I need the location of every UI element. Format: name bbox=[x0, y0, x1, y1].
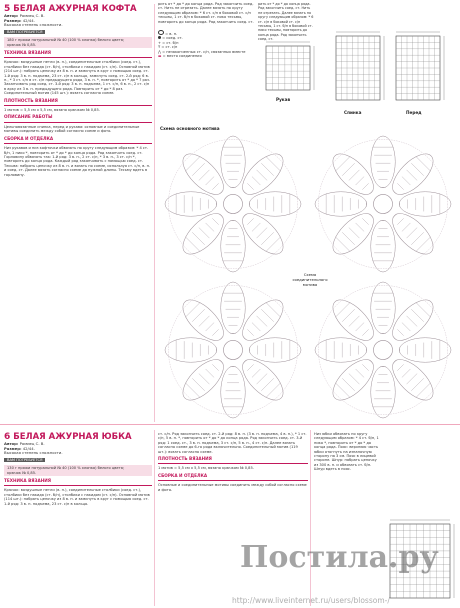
motif-center bbox=[373, 194, 392, 213]
motif-stitch bbox=[247, 364, 253, 370]
motif-stitch bbox=[407, 374, 418, 385]
bottom-tech-title: ТЕХНИКА ВЯЗАНИЯ bbox=[4, 478, 51, 483]
bottom-tech-text: Крючок: воздушные петли (в. п.), соединительные столбики (соед. ст.), столбики без накида (ст. б/н), столбики с накидом (ст. с/н). Основной мотив (114 шт.): набрать цепочку из 8 в. п. и замкнуть в круг с помощью соед. ст. 1-й ряд: 3 в. п. подъема, 23 ст. с/н в кольцо. bbox=[4, 488, 150, 506]
motif-stitch bbox=[199, 170, 210, 181]
motif-stitch bbox=[212, 364, 218, 370]
motif-stitch bbox=[356, 223, 364, 231]
motif-stitch bbox=[266, 156, 281, 171]
motif-stitch bbox=[349, 374, 360, 385]
motif-stitch bbox=[243, 336, 247, 340]
motif-stitch bbox=[342, 378, 355, 391]
motif-petal bbox=[221, 136, 245, 188]
motif-outline bbox=[168, 139, 297, 268]
motif-stitch bbox=[335, 383, 350, 398]
motif-petal bbox=[249, 338, 301, 362]
motif-stitch bbox=[266, 237, 281, 252]
top-need-label: ВАМ ПОТРЕБУЕТСЯ bbox=[4, 30, 45, 34]
motif-petal bbox=[315, 192, 367, 216]
motif-petal bbox=[371, 220, 395, 272]
motif-stitch bbox=[206, 369, 214, 377]
back-label: Спинка bbox=[344, 110, 362, 115]
motif-stitch bbox=[342, 232, 355, 245]
motif-stitch bbox=[199, 374, 210, 385]
motif-stitch bbox=[369, 190, 373, 194]
motif-stitch bbox=[247, 329, 253, 335]
column-divider bbox=[310, 430, 311, 606]
motif-stitch bbox=[192, 378, 205, 391]
back-pattern bbox=[332, 28, 388, 106]
motif-stitch bbox=[219, 190, 223, 194]
motif-stitch bbox=[397, 218, 403, 224]
motif-petal bbox=[221, 366, 245, 418]
motif-stitch bbox=[342, 163, 355, 176]
motif-stitch bbox=[362, 329, 368, 335]
top-desc-title: ОПИСАНИЕ РАБОТЫ bbox=[4, 114, 53, 120]
motif-petal bbox=[165, 192, 217, 216]
motif-stitch bbox=[192, 163, 205, 176]
front-label: Перед bbox=[406, 110, 422, 115]
motif-stitch bbox=[199, 228, 210, 239]
bottom-middle-column bbox=[158, 432, 308, 606]
top-assembly-text: Низ рукавов и низ кофточки обвязать по кругу следующим образом: * 4 ст. б/н, 1 пико *, повторить от * до * до конца ряда. Ряд закончить соед. ст. Горловину обвязать так: 1-й ряд: 3 в. п., 2 ст. с/н, * 3 в. п., 3 ст. с/н *, повторить до конца ряда. Каждый ряд заканчивать с помощью соед. ст. Тесьма: набрать цепочку из 8 в. п. и вязать по схеме, используя ст. с/н, в. п. и соед. ст. Далее вязать согласно схеме до нужной длины. Тесьму вдеть в горловину. bbox=[4, 146, 151, 177]
bottom-density-text: 1 мотив = 5,5 см x 5,5 см, вязано крючком № 0,85. bbox=[158, 466, 254, 471]
top-left-column bbox=[4, 4, 152, 424]
motif-stitch bbox=[257, 228, 268, 239]
motif-stitch bbox=[212, 183, 218, 189]
connector-label: Схема соединительного мотива bbox=[292, 272, 328, 287]
motif-stitch bbox=[402, 177, 410, 185]
motif-outline bbox=[318, 139, 447, 268]
bottom-col3-text: Низ юбки обвязать по кругу следующим образом: * 4 ст. б/н, 1 пико *, повторить от * до * до конца ряда. Пояс: верхнюю часть юбки отогнуть на изнаночную сторону на 3 см. Пояс в лицевой стороне. Шнур: набрать цепочку из 300 в. п. и обвязать ст. б/н. Шнур вдеть в пояс. bbox=[314, 432, 379, 472]
sleeve-pattern bbox=[262, 38, 318, 98]
bottom-assembly-text: Основные и соединительные мотивы соединить между собой согласно схеме и фото. bbox=[158, 483, 307, 492]
motif-diagram-caption: Схема основного мотива bbox=[160, 126, 220, 131]
middle-text: рить от * до * до конца ряда. Ряд закончить соед. ст. Нить не отрезать. Далее вязать по кругу следующим образом: * 6 ст. с/н в боковой ст. с/н тесьмы, 1 ст. б/н в боковой ст. пико тесьмы, повторить до конца ряда. Ряд закончить соед. ст. bbox=[158, 2, 254, 24]
motif-stitch bbox=[342, 309, 355, 322]
motif-petal bbox=[165, 338, 217, 362]
motif-petal bbox=[249, 192, 301, 216]
motif-stitch bbox=[192, 309, 205, 322]
motif-stitch bbox=[219, 214, 223, 218]
motif-stitch bbox=[335, 156, 350, 171]
motif-petal bbox=[221, 282, 245, 334]
sleeve-label: Рукав bbox=[276, 97, 291, 102]
motif-stitch bbox=[369, 360, 373, 364]
top-meta: Автор: Ромиец С. В. Размер: 42/44. Высокая степень сложности. bbox=[4, 13, 63, 28]
bottom-density-title: ПЛОТНОСТЬ ВЯЗАНИЯ bbox=[158, 456, 212, 462]
motif-stitch bbox=[252, 177, 260, 185]
motif-stitch bbox=[349, 228, 360, 239]
legend-item: ⋀ = незаконченных ст. с/н, связанных вместе bbox=[158, 49, 246, 54]
section-divider bbox=[0, 424, 460, 425]
motif-stitch bbox=[411, 309, 424, 322]
motif-center bbox=[223, 340, 242, 359]
motif-stitch bbox=[266, 383, 281, 398]
motif-stitch bbox=[369, 336, 373, 340]
motif-stitch bbox=[362, 183, 368, 189]
motif-stitch bbox=[185, 156, 200, 171]
motif-stitch bbox=[402, 369, 410, 377]
motif-stitch bbox=[393, 360, 397, 364]
motif-stitch bbox=[369, 214, 373, 218]
motif-stitch bbox=[416, 237, 431, 252]
top-density-text: 1 мотив = 5,5 см x 5,5 см, вязано крючком № 0,85. bbox=[4, 108, 100, 113]
top-assembly-title: СБОРКА И ОТДЕЛКА bbox=[4, 135, 54, 141]
motif-stitch bbox=[252, 369, 260, 377]
column-divider bbox=[154, 4, 155, 422]
motif-center bbox=[223, 194, 242, 213]
watermark-logo: Постила.ру bbox=[240, 540, 439, 575]
bottom-yarn-box: 130 г пряжи натуральной № 40 (100 % хлопка) белого цвета; крючок № 0,85. bbox=[4, 465, 152, 476]
motif-stitch bbox=[402, 323, 410, 331]
motif-stitch bbox=[252, 323, 260, 331]
watermark-url: http://www.liveinternet.ru/users/blossom-/ bbox=[232, 596, 390, 605]
motif-stitch bbox=[407, 228, 418, 239]
motif-stitch bbox=[411, 163, 424, 176]
motif-stitch bbox=[261, 163, 274, 176]
bottom-assembly-title: СБОРКА И ОТДЕЛКА bbox=[158, 472, 208, 478]
motif-stitch bbox=[393, 336, 397, 340]
motif-stitch bbox=[185, 383, 200, 398]
motif-petal bbox=[371, 366, 395, 418]
motif-stitch bbox=[257, 316, 268, 327]
motif-petal bbox=[371, 282, 395, 334]
top-yarn-box: 180 г пряжи натуральной № 40 (100 % хлопка) белого цвета; крючок № 0,85. bbox=[4, 37, 152, 48]
legend-item: = соед. ст. bbox=[158, 36, 256, 40]
motif-stitch bbox=[349, 170, 360, 181]
bottom-meta: Автор: Ромиец С. В. Размер: 42/44. Высокая степень сложности. bbox=[4, 441, 63, 456]
motif-stitch bbox=[206, 177, 214, 185]
motif-stitch bbox=[219, 336, 223, 340]
motif-petal bbox=[399, 192, 451, 216]
front-pattern bbox=[392, 28, 448, 106]
motif-stitch bbox=[335, 237, 350, 252]
motif-stitch bbox=[416, 156, 431, 171]
motif-stitch bbox=[212, 218, 218, 224]
motif-stitch bbox=[416, 383, 431, 398]
motif-stitch bbox=[335, 302, 350, 317]
motif-stitch bbox=[407, 170, 418, 181]
legend-item: + = ст. б/н bbox=[158, 40, 179, 45]
legend-item: = в. п. bbox=[158, 30, 256, 36]
motif-stitch bbox=[261, 232, 274, 245]
top-desc-text: Цельновязанные спинка, перед и рукава: основные и соединительные мотивы соединить между собой согласно схеме и фото. bbox=[4, 124, 140, 134]
motif-stitch bbox=[261, 378, 274, 391]
motif-petal bbox=[371, 136, 395, 188]
motif-stitch bbox=[356, 323, 364, 331]
motif-stitch bbox=[362, 364, 368, 370]
motif-stitch bbox=[362, 218, 368, 224]
motif-stitch bbox=[402, 223, 410, 231]
motif-center bbox=[373, 340, 392, 359]
motif-stitch bbox=[192, 232, 205, 245]
bottom-need-label: ВАМ ПОТРЕБУЕТСЯ bbox=[4, 458, 45, 462]
top-tech-text: Крючок: воздушные петли (в. п.), соединительные столбики (соед. ст.), столбики без накида (ст. б/н), столбики с накидом (ст. с/н). Основной мотив (214 шт.): набрать цепочку из 8 в. п. и замкнуть в круг с помощью соед. ст. 1-й ряд: 3 в. п. подъема, 23 ст. с/н в кольцо, замкнуть соед. ст. 2-й ряд: 6 в. п., * 3 ст. с/н в ст. с/н предыдущего ряда, 3 в. п. *, повторить от * до * 7 раз. Заканчивать ряд соед. ст. 3-й ряд: 3 в. п. подъема, 1 ст. с/н, 6 в. п., 2 ст. с/н в арку из 3 в. п. предыдущего ряда. Повторить от * до * 8 раз. Соединительный мотив (145 шт.): вязать согласно схеме. bbox=[4, 60, 151, 96]
motif-stitch bbox=[206, 223, 214, 231]
bottom-col2-text: ст. с/н. Ряд закончить соед. ст. 2-й ряд: 8 в. п. (3 в. п. подъема, 4 в. п.), * 1 ст. с/н, 5 в. п. *, повторить от * до * до конца ряда. Ряд закончить соед. ст. 3-й ряд: 1 соед. ст., 3 в. п. подъема, 3 ст. с/н, 5 в. п., 4 ст. с/н. Далее вязать согласно схеме до 6-го ряда включительно. Соединительный мотив (119 шт.): вязать согласно схеме. bbox=[158, 432, 307, 454]
motif-stitch bbox=[416, 302, 431, 317]
motif-stitch bbox=[349, 316, 360, 327]
middle-column bbox=[158, 2, 256, 132]
top-article-title: 5 БЕЛАЯ АЖУРНАЯ КОФТА bbox=[4, 4, 137, 14]
legend bbox=[158, 30, 256, 58]
motif-stitch bbox=[266, 302, 281, 317]
middle-right-text: рить от * до * до конца ряда. Ряд закончить соед. ст. Нить не отрезать. Далее вязать по кругу следующим образом: * 6 ст. с/н в боковой ст. с/н тесьмы, 1 ст. б/н в боковой ст. пико тесьмы, повторить до конца ряда. Ряд закончить соед. ст. bbox=[258, 2, 314, 42]
motif-outline bbox=[318, 285, 447, 414]
motif-stitch bbox=[411, 378, 424, 391]
motif-stitch bbox=[397, 329, 403, 335]
motif-stitch bbox=[212, 329, 218, 335]
bottom-right-column bbox=[314, 432, 382, 606]
motif-stitch bbox=[257, 170, 268, 181]
motif-stitch bbox=[199, 316, 210, 327]
motif-stitch bbox=[206, 323, 214, 331]
motif-stitch bbox=[356, 369, 364, 377]
motif-stitch bbox=[407, 316, 418, 327]
motif-petal bbox=[399, 338, 451, 362]
top-density-title: ПЛОТНОСТЬ ВЯЗАНИЯ bbox=[4, 97, 58, 103]
motif-stitch bbox=[247, 183, 253, 189]
motif-stitch bbox=[185, 237, 200, 252]
motif-stitch bbox=[219, 360, 223, 364]
motif-stitch bbox=[247, 218, 253, 224]
motif-stitch bbox=[397, 364, 403, 370]
motif-stitch bbox=[243, 360, 247, 364]
bottom-article-title: 6 БЕЛАЯ АЖУРНАЯ ЮБКА bbox=[4, 432, 132, 442]
motif-outline bbox=[168, 285, 297, 414]
motif-stitch bbox=[243, 190, 247, 194]
motif-stitch bbox=[411, 232, 424, 245]
motif-petal bbox=[315, 338, 367, 362]
motif-petal bbox=[221, 220, 245, 272]
legend-item: Ŧ = ст. с/н bbox=[158, 45, 178, 50]
motif-stitch bbox=[261, 309, 274, 322]
motif-stitch bbox=[397, 183, 403, 189]
motif-stitch bbox=[356, 177, 364, 185]
motif-stitch bbox=[393, 214, 397, 218]
motif-stitch bbox=[252, 223, 260, 231]
motif-stitch bbox=[393, 190, 397, 194]
motif-stitch bbox=[257, 374, 268, 385]
bottom-left-column bbox=[4, 432, 152, 606]
column-divider bbox=[154, 430, 155, 606]
legend-item: ▬ = место соединения bbox=[158, 54, 202, 59]
top-tech-title: ТЕХНИКА ВЯЗАНИЯ bbox=[4, 50, 51, 55]
motif-stitch bbox=[185, 302, 200, 317]
motif-stitch bbox=[243, 214, 247, 218]
